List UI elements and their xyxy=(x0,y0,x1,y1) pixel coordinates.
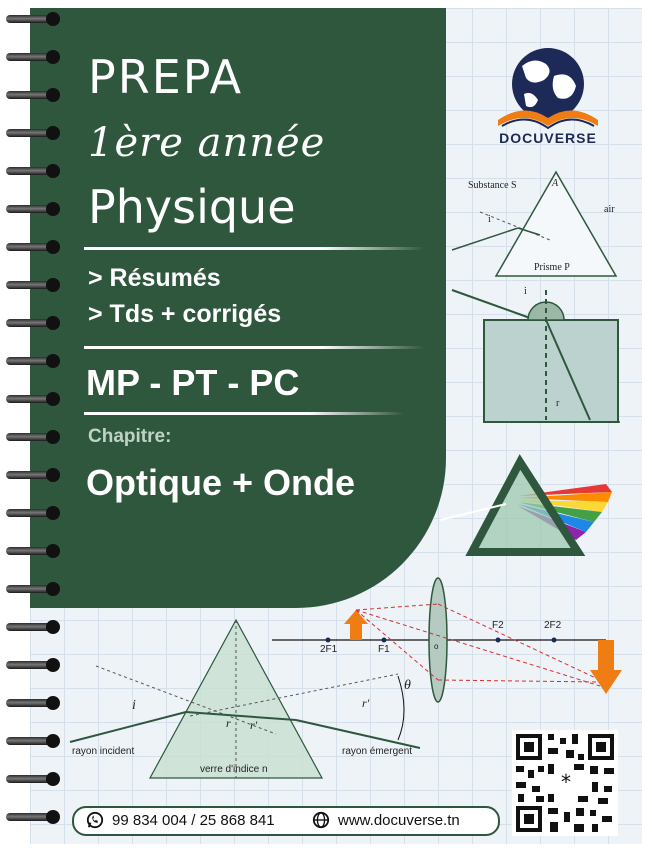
classes-label: MP - PT - PC xyxy=(86,362,300,403)
rainbow-prism xyxy=(472,462,578,552)
docuverse-logo-icon xyxy=(488,46,608,132)
image-arrow xyxy=(590,640,622,694)
whatsapp-icon xyxy=(86,811,104,829)
glass-block xyxy=(484,320,618,422)
bullet-tds: > Tds + corrigés xyxy=(88,300,282,328)
lens-label-o: o xyxy=(434,642,439,651)
website-link[interactable]: www.docuverse.tn xyxy=(338,812,460,829)
qr-code-icon xyxy=(512,730,618,836)
cover-title-prepa: PREPA xyxy=(88,50,244,104)
label-rayon-emergent: rayon émergent xyxy=(342,746,413,757)
lens-label-2f2: 2F2 xyxy=(544,620,562,631)
chapter-label: Chapitre: xyxy=(88,426,172,447)
label-r-prime-2: r' xyxy=(362,696,370,710)
top-prism-ray xyxy=(452,228,518,250)
block-ray xyxy=(452,290,530,318)
lens-label-f2: F2 xyxy=(492,620,504,631)
brand-name: DOCUVERSE xyxy=(499,130,597,146)
label-prism-p: Prisme P xyxy=(534,262,570,273)
label-rayon-incident: rayon incident xyxy=(72,746,135,757)
cover-subject: Physique xyxy=(88,180,296,234)
divider-1 xyxy=(84,247,424,250)
label-r-prime-1: r' xyxy=(250,718,258,732)
incident-ray xyxy=(70,712,186,742)
svg-text:*: * xyxy=(561,770,571,794)
label-theta: θ xyxy=(404,678,411,693)
divider-3 xyxy=(84,412,404,415)
label-angle-a: A xyxy=(552,178,559,189)
phone-numbers[interactable]: 99 834 004 / 25 868 841 xyxy=(112,812,275,829)
chapter-title: Optique + Onde xyxy=(86,462,356,503)
label-verre: verre d'indice n xyxy=(200,764,268,775)
qr-code xyxy=(512,730,618,836)
cover-title-year: 1ère année xyxy=(88,120,326,166)
label-i: i xyxy=(132,698,136,713)
lens xyxy=(429,578,447,702)
emergent-ray xyxy=(296,720,420,748)
contact-footer xyxy=(72,806,500,836)
label-r: r xyxy=(226,716,231,730)
globe-icon xyxy=(312,811,330,829)
lens-label-2f1: 2F1 xyxy=(320,644,338,655)
label-substance: Substance S xyxy=(468,180,517,191)
lens-label-f1: F1 xyxy=(378,644,390,655)
divider-2 xyxy=(84,346,424,349)
bullet-resumes: > Résumés xyxy=(88,264,221,292)
label-air: air xyxy=(604,204,615,215)
object-arrow xyxy=(344,610,368,640)
label-incidence-top: i xyxy=(488,214,491,225)
label-incidence-block: i xyxy=(524,286,527,297)
label-refraction-block: r xyxy=(556,398,560,409)
